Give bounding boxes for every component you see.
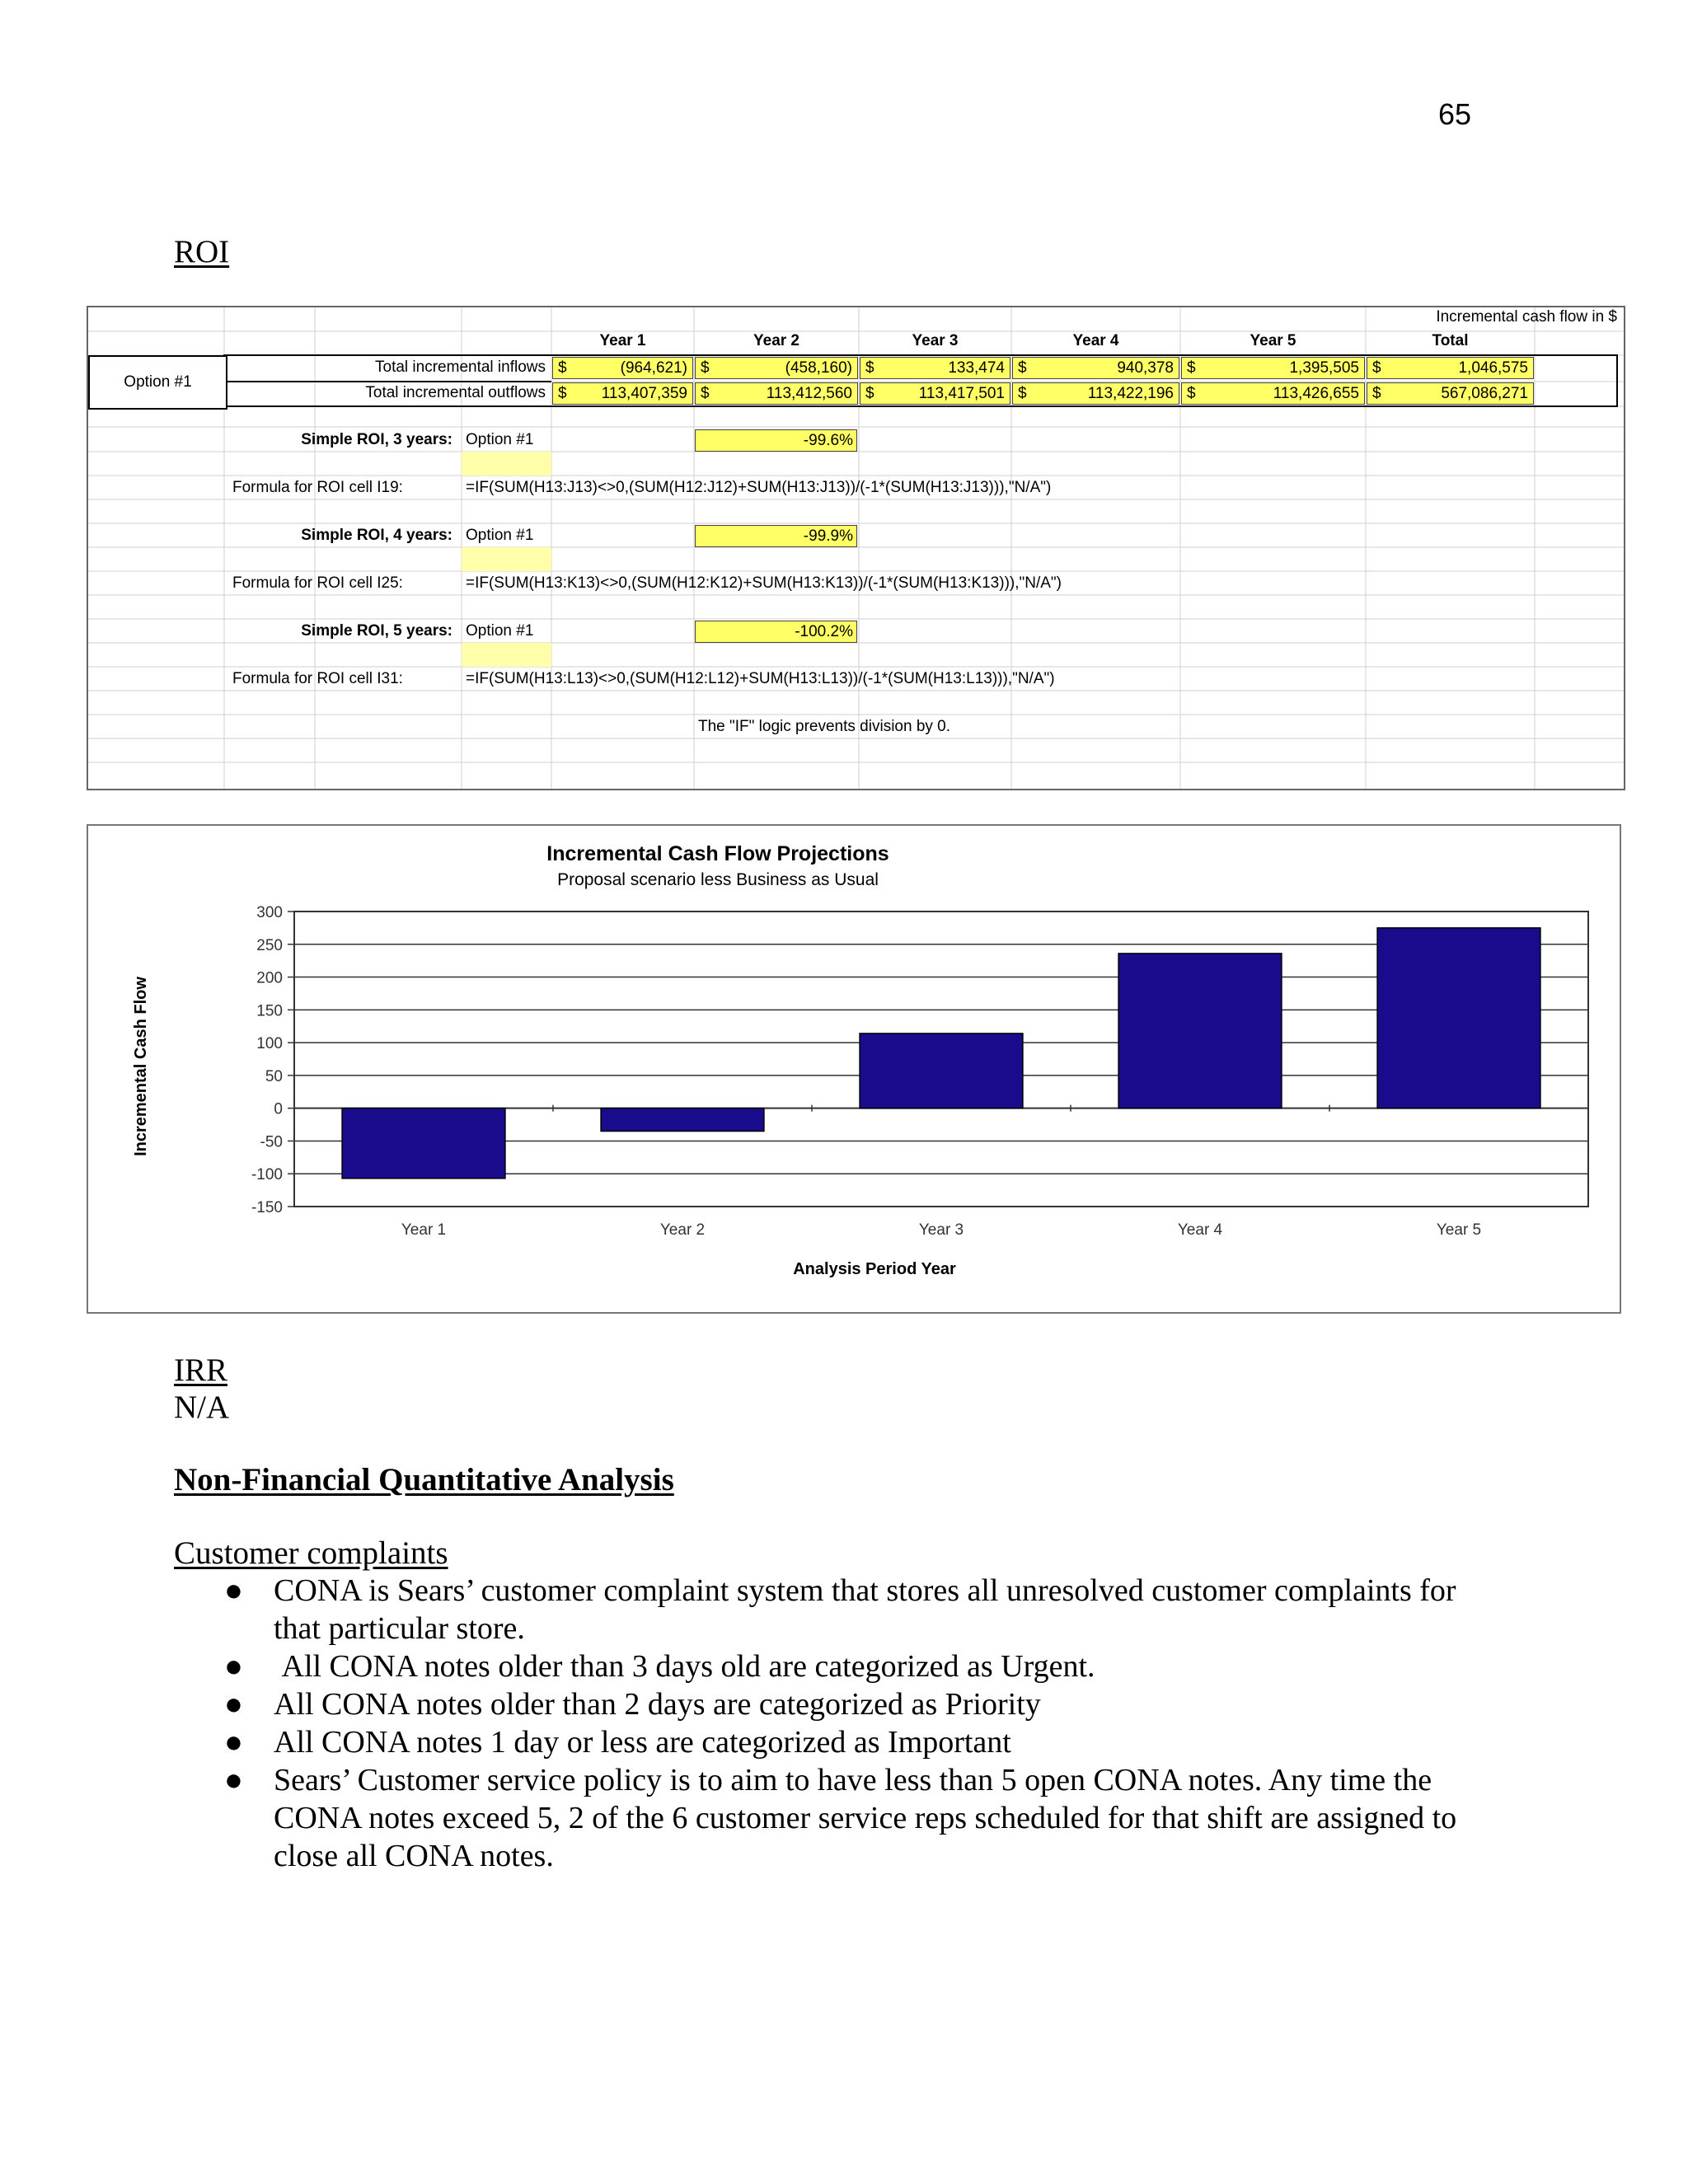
cash-flow-units-label: Incremental cash flow in $ xyxy=(1436,308,1617,326)
col-year-3: Year 3 xyxy=(912,332,959,349)
non-financial-analysis-heading: Non-Financial Quantitative Analysis xyxy=(174,1462,674,1497)
roi-heading: ROI xyxy=(174,234,230,269)
bar-year-5 xyxy=(1377,928,1540,1108)
inflow-year-5: $ 1,395,505 xyxy=(1181,357,1365,379)
option-label: Option #1 xyxy=(88,355,227,410)
roi-5-year-value: -100.2% xyxy=(695,621,857,643)
list-item xyxy=(216,1647,1502,1685)
bar-year-1 xyxy=(342,1108,505,1179)
y-tick-label: 100 xyxy=(256,1035,283,1053)
list-item xyxy=(216,1572,1502,1647)
inflow-total: $ 1,046,575 xyxy=(1367,357,1534,379)
list-item-text: Sears’ Customer service policy is to aim to have less than 5 open CONA notes. Any time the CONA notes exceed 5, 2 of the 6 customer service reps scheduled for that shift are assigned to close all CONA notes. xyxy=(274,1763,1457,1873)
bar-year-4 xyxy=(1118,954,1282,1108)
bullet-icon: ● xyxy=(224,1763,243,1797)
customer-complaints-heading: Customer complaints xyxy=(174,1535,448,1571)
col-total: Total xyxy=(1432,332,1469,349)
roi-5-year-option: Option #1 xyxy=(466,622,534,640)
roi-4-year-formula: =IF(SUM(H13:K13)<>0,(SUM(H12:K12)+SUM(H13:K13))/(-1*(SUM(H13:K13))),"N/A") xyxy=(466,574,1062,592)
roi-4-year-label: Simple ROI, 4 years: xyxy=(301,527,452,544)
division-note: The "IF" logic prevents division by 0. xyxy=(698,718,951,735)
col-year-5: Year 5 xyxy=(1250,332,1296,349)
y-tick-label: 150 xyxy=(256,1002,283,1020)
spreadsheet-gridlines xyxy=(88,307,1624,789)
roi-3-year-label: Simple ROI, 3 years: xyxy=(301,431,452,448)
row-label-inflows: Total incremental inflows xyxy=(375,359,546,376)
col-year-2: Year 2 xyxy=(753,332,799,349)
list-item-text: CONA is Sears’ customer complaint system that stores all unresolved customer complaints for that particular store. xyxy=(274,1573,1456,1646)
y-tick-label: -150 xyxy=(251,1199,283,1216)
list-item xyxy=(216,1761,1502,1875)
chart-title: Incremental Cash Flow Projections xyxy=(546,842,889,865)
list-item-text: All CONA notes 1 day or less are categorized as Important xyxy=(274,1725,1011,1760)
x-axis-label: Analysis Period Year xyxy=(793,1260,956,1278)
bullet-icon: ● xyxy=(224,1649,243,1684)
complaints-list xyxy=(216,1572,1502,1875)
list-item xyxy=(216,1685,1502,1723)
roi-4-year-option: Option #1 xyxy=(466,527,534,544)
chart-canvas xyxy=(88,826,1620,1312)
outflow-year-3: $ 113,417,501 xyxy=(860,382,1010,405)
roi-spreadsheet xyxy=(87,306,1625,790)
roi-5-year-formula: =IF(SUM(H13:L13)<>0,(SUM(H12:L12)+SUM(H13:L13))/(-1*(SUM(H13:L13))),"N/A") xyxy=(466,670,1055,687)
roi-5-year-label: Simple ROI, 5 years: xyxy=(301,622,452,640)
list-item-text: All CONA notes older than 3 days old are categorized as Urgent. xyxy=(274,1649,1095,1684)
bullet-icon: ● xyxy=(224,1687,243,1722)
roi-4-year-formula-label: Formula for ROI cell I25: xyxy=(232,574,403,592)
inflow-year-2: $ (458,160) xyxy=(695,357,858,379)
irr-heading: IRR xyxy=(174,1352,228,1388)
y-tick-label: -50 xyxy=(260,1133,283,1151)
irr-value: N/A xyxy=(174,1390,230,1425)
y-tick-label: 0 xyxy=(274,1100,283,1118)
roi-3-year-formula-label: Formula for ROI cell I19: xyxy=(232,479,403,496)
outflow-total: $ 567,086,271 xyxy=(1367,382,1534,405)
bar-year-3 xyxy=(860,1033,1023,1108)
y-tick-label: -100 xyxy=(251,1166,283,1184)
inflow-year-4: $ 940,378 xyxy=(1012,357,1179,379)
inflow-year-3: $ 133,474 xyxy=(860,357,1010,379)
x-tick-label: Year 5 xyxy=(1436,1221,1482,1239)
roi-4-year-value: -99.9% xyxy=(695,525,857,547)
y-tick-label: 200 xyxy=(256,969,283,987)
y-axis-label: Incremental Cash Flow xyxy=(132,977,150,1156)
inflow-year-1: $ (964,621) xyxy=(552,357,693,379)
bullet-icon: ● xyxy=(224,1725,243,1760)
roi-3-year-value: -99.6% xyxy=(695,429,857,452)
page-number: 65 xyxy=(1438,97,1472,131)
x-tick-label: Year 3 xyxy=(918,1221,964,1239)
y-tick-label: 250 xyxy=(256,936,283,954)
col-year-4: Year 4 xyxy=(1072,332,1119,349)
y-tick-label: 50 xyxy=(265,1067,283,1085)
roi-3-year-option: Option #1 xyxy=(466,431,534,448)
cash-flow-chart xyxy=(87,824,1621,1314)
bar-year-2 xyxy=(601,1108,764,1132)
y-tick-label: 300 xyxy=(256,904,283,921)
x-tick-label: Year 1 xyxy=(401,1221,447,1239)
bullet-icon: ● xyxy=(224,1573,243,1608)
list-item-text: All CONA notes older than 2 days are categorized as Priority xyxy=(274,1687,1041,1722)
outflow-year-4: $ 113,422,196 xyxy=(1012,382,1179,405)
outflow-year-5: $ 113,426,655 xyxy=(1181,382,1365,405)
x-tick-label: Year 4 xyxy=(1177,1221,1223,1239)
list-item xyxy=(216,1723,1502,1761)
chart-subtitle: Proposal scenario less Business as Usual xyxy=(557,870,879,889)
x-tick-label: Year 2 xyxy=(659,1221,706,1239)
outflow-year-2: $ 113,412,560 xyxy=(695,382,858,405)
row-label-outflows: Total incremental outflows xyxy=(365,384,546,401)
roi-5-year-formula-label: Formula for ROI cell I31: xyxy=(232,670,403,687)
outflow-year-1: $ 113,407,359 xyxy=(552,382,693,405)
roi-3-year-formula: =IF(SUM(H13:J13)<>0,(SUM(H12:J12)+SUM(H13:J13))/(-1*(SUM(H13:J13))),"N/A") xyxy=(466,479,1052,496)
col-year-1: Year 1 xyxy=(599,332,646,349)
